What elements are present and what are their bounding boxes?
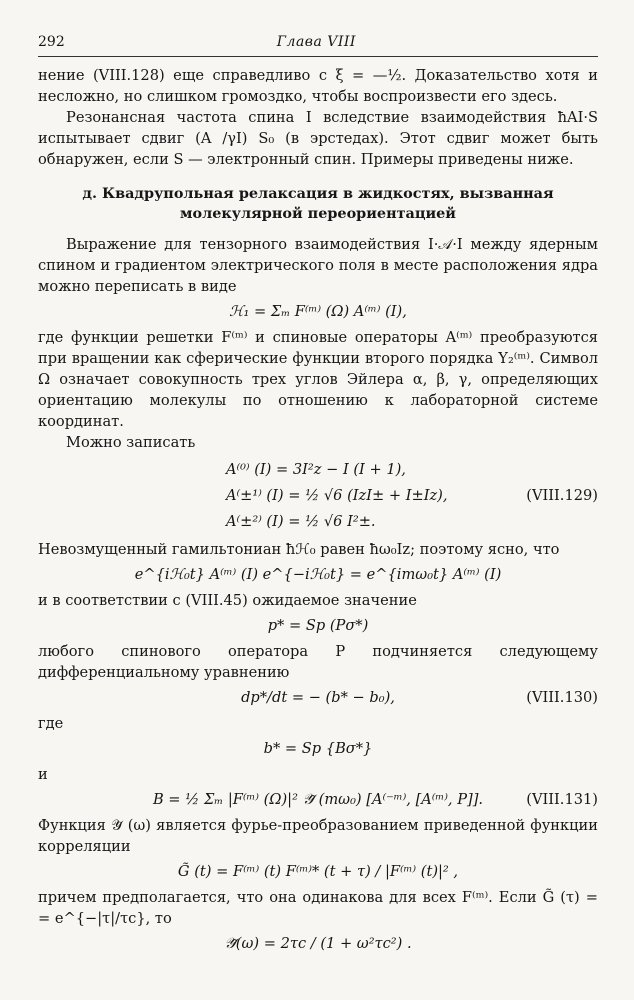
paragraph-tensor-interaction: Выражение для тензорного взаимодействия I·𝒜·I между ядерным спином и градиентом электрического поля в месте расположения ядра можно переписать в виде bbox=[38, 236, 598, 295]
paragraph-fourier: Функция 𝒴̃ (ω) является фурье-преобразованием приведенной функции корреляции bbox=[38, 817, 598, 855]
paragraph-resonance-shift: Резонансная частота спина I вследствие взаимодействия ħAI·S испытывает сдвиг (A /γI) S₀ (в эрстедах). Этот сдвиг может быть обнаружен, если S — электронный спин. Примеры приведены ниже. bbox=[38, 109, 598, 168]
equation-hamiltonian: ℋ₁ = Σₘ F⁽ᵐ⁾ (Ω) A⁽ᵐ⁾ (I), bbox=[229, 303, 407, 320]
running-head bbox=[38, 32, 598, 57]
paragraph-differential-eq: любого спинового оператора P подчиняется следующему дифференциальному уравнению bbox=[38, 643, 598, 681]
equation-a2: A⁽±²⁾ (I) = ½ √6 I²±. bbox=[226, 513, 376, 530]
paragraph-continuation: нение (VIII.128) еще справедливо с ξ = —½. Доказательство хотя и несложно, но слишком громоздко, чтобы воспроизвести его здесь. bbox=[38, 67, 598, 105]
equation-spectral-density: 𝒴̃(ω) = 2τc / (1 + ω²τc²) . bbox=[224, 935, 412, 952]
equation-130-body: dp*/dt = − (b* − b₀), bbox=[241, 689, 395, 706]
equation-131-body: B = ½ Σₘ |F⁽ᵐ⁾ (Ω)|² 𝒴̃ (mω₀) [A⁽⁻ᵐ⁾, [A⁽ᵐ⁾, P]]. bbox=[152, 791, 484, 808]
equation-block-129 bbox=[38, 459, 598, 533]
section-heading: д. Квадрупольная релаксация в жидкостях, вызванная молекулярной переориентацией bbox=[82, 185, 554, 222]
equation-correlation: G̃ (t) = F⁽ᵐ⁾ (t) F⁽ᵐ⁾* (t + τ) / |F⁽ᵐ⁾ (t)|² , bbox=[177, 863, 459, 880]
word-i: и bbox=[38, 766, 48, 783]
paragraph-expectation: и в соответствии с (VIII.45) ожидаемое значение bbox=[38, 592, 417, 609]
paragraph-assumption: причем предполагается, что она одинакова для всех F⁽ᵐ⁾. Если G̃ (τ) = = e^{−|τ|/τc}, то bbox=[38, 889, 598, 927]
equation-a1-body: A⁽±¹⁾ (I) = ½ √6 (IzI± + I±Iz), bbox=[226, 487, 448, 504]
equation-130 bbox=[38, 687, 598, 709]
paragraph-can-write: Можно записать bbox=[66, 434, 196, 451]
paragraph-lattice-functions: где функции решетки F⁽ᵐ⁾ и спиновые операторы A⁽ᵐ⁾ преобразуются при вращении как сферические функции второго порядка Y₂⁽ᵐ⁾. Символ Ω означает совокупность трех углов Эйлера α, β, γ, определяющих ориентацию молекулы по отношению к лабораторной системе координат. bbox=[38, 329, 598, 430]
equation-number-131: (VIII.131) bbox=[526, 791, 598, 808]
equation-a0: A⁽⁰⁾ (I) = 3I²z − I (I + 1), bbox=[226, 461, 406, 478]
equation-a1 bbox=[38, 485, 598, 507]
page-number: 292 bbox=[38, 34, 65, 50]
equation-exponential: e^{iℋ₀t} A⁽ᵐ⁾ (I) e^{−iℋ₀t} = e^{imω₀t} A⁽ᵐ⁾ (I) bbox=[134, 566, 502, 583]
equation-bstar: b* = Sp {Bσ*} bbox=[263, 740, 373, 757]
chapter-title: Глава VIII bbox=[276, 34, 356, 50]
paragraph-unperturbed-hamiltonian: Невозмущенный гамильтониан ħℋ₀ равен ħω₀Iz; поэтому ясно, что bbox=[38, 541, 560, 558]
equation-131 bbox=[38, 789, 598, 811]
word-gde: где bbox=[38, 715, 64, 732]
equation-pstar: p* = Sp (Pσ*) bbox=[267, 617, 369, 634]
equation-number-129: (VIII.129) bbox=[526, 487, 598, 504]
equation-number-130: (VIII.130) bbox=[526, 689, 598, 706]
